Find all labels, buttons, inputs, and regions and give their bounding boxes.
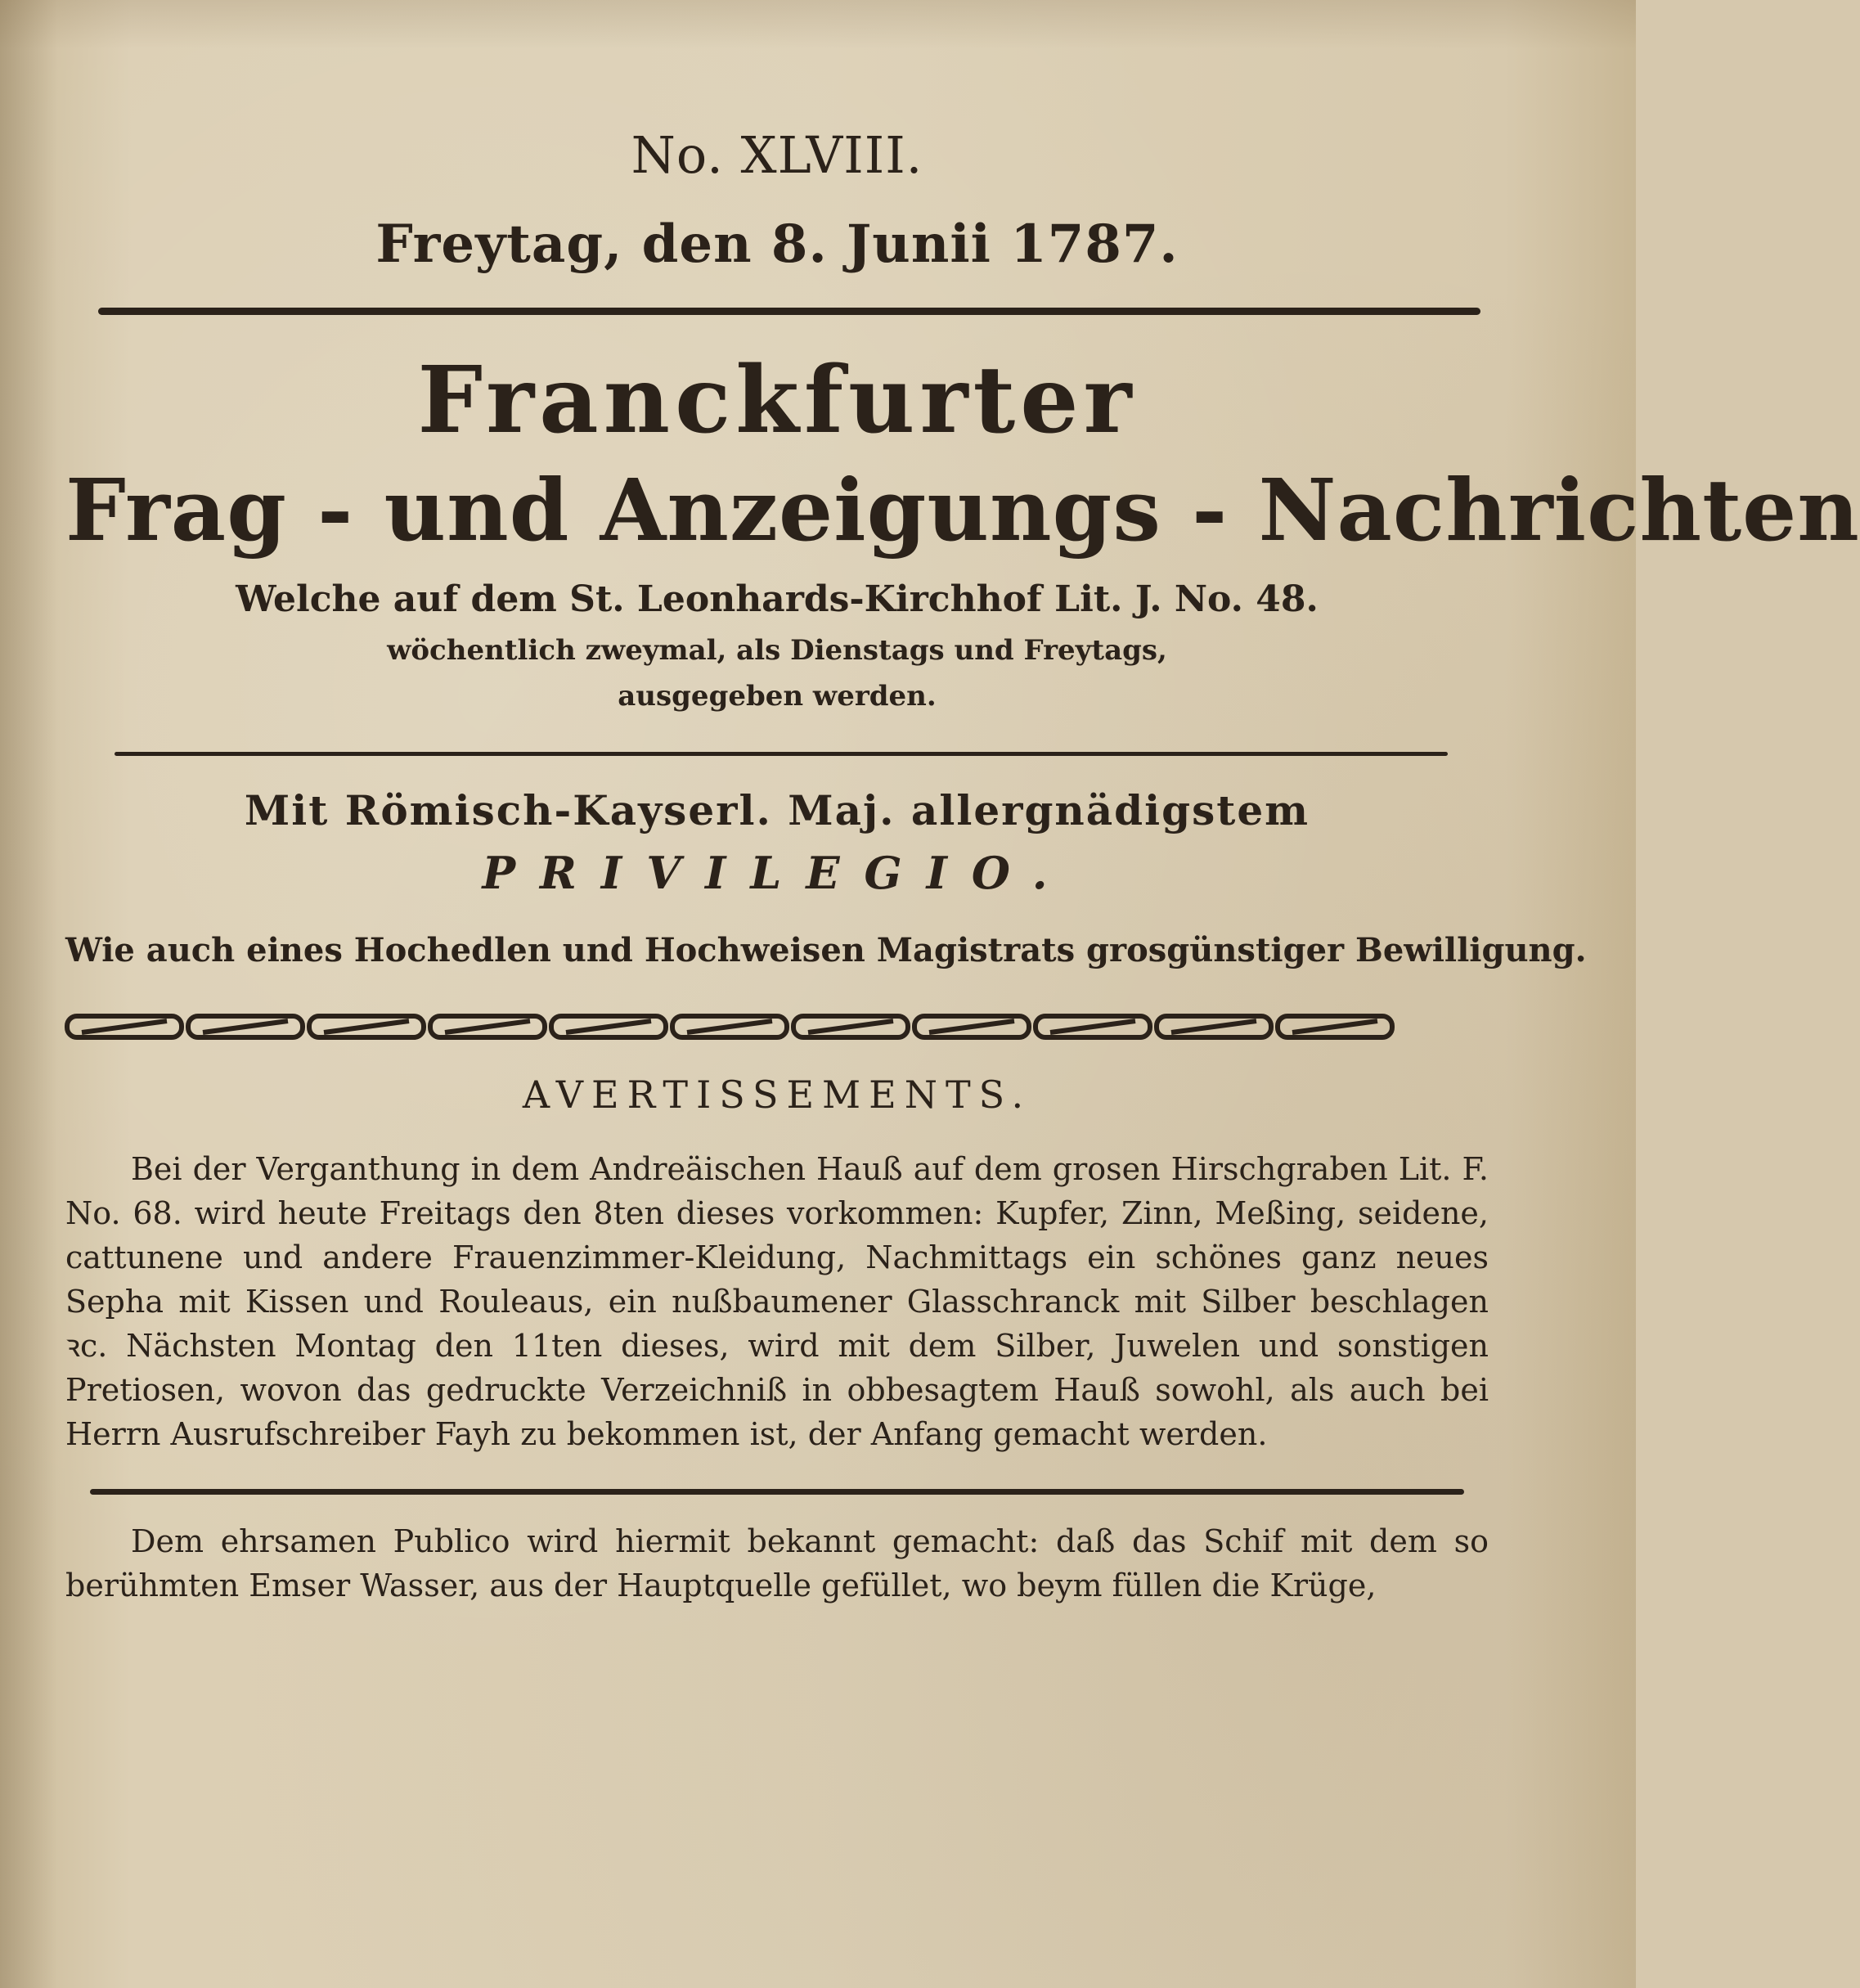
masthead-rule xyxy=(115,752,1448,756)
section-title: AVERTISSEMENTS. xyxy=(522,1073,1032,1117)
masthead-subtitle-line3: ausgegeben werden. xyxy=(618,680,937,713)
issue-number: No. XLVIII. xyxy=(631,125,923,185)
page-shadow-left xyxy=(0,0,57,1988)
ornament-link-stroke xyxy=(203,1021,288,1032)
masthead-subtitle-line1: Welche auf dem St. Leonhards-Kirchhof Lit. J. No. 48. xyxy=(236,578,1319,620)
masthead-title-line1: Franckfurter xyxy=(417,347,1137,454)
ornament-link-stroke xyxy=(687,1021,772,1032)
ornament-link-stroke xyxy=(324,1021,409,1032)
ornament-link-stroke xyxy=(929,1021,1014,1032)
masthead-subtitle-line2: wöchentlich zweymal, als Dienstags und Freytags, xyxy=(387,634,1167,667)
issue-date: Freytag, den 8. Junii 1787. xyxy=(375,214,1179,275)
privilege-line2: PRIVILEGIO. xyxy=(482,847,1072,899)
article-divider xyxy=(90,1489,1464,1495)
article-auction: Bei der Verganthung in dem Andreäischen Hauß auf dem grosen Hirschgraben Lit. F. No. 68. wird heute Freitags den 8ten dieses vorkommen: Kupfer, Zinn, Meßing, seidene, cattunene und andere Frauenzimmer-Kleidung, Nachmittags ein schönes ganz neues Sepha mit Kissen und Rouleaus, ein nußbaumener Glasschranck mit Silber beschlagen ꝛc. Nächsten Montag den 11ten dieses, wird mit dem Silber, Juwelen und sonstigen Pretiosen, wovon das gedruckte Verzeichniß in obbesagtem Hauß sowohl, als auch bei Herrn Ausrufschreiber Fayh zu bekommen ist, der Anfang gemacht werden. xyxy=(65,1151,1489,1452)
ornamental-border xyxy=(65,1011,1489,1042)
ornament-link-stroke xyxy=(566,1021,651,1032)
header-rule xyxy=(98,308,1480,315)
privilege-line3: Wie auch eines Hochedlen und Hochweisen Magistrats grosgünstiger Bewilligung. xyxy=(65,931,1587,969)
ornament-link-stroke xyxy=(1171,1021,1256,1032)
ornament-link-stroke xyxy=(808,1021,893,1032)
masthead-title-line2: Frag - und Anzeigungs - Nachrichten xyxy=(65,460,1860,560)
privilege-line1: Mit Römisch-Kayserl. Maj. allergnädigstem xyxy=(244,786,1310,834)
page-shadow-top xyxy=(0,0,1636,49)
ornament-link-stroke xyxy=(82,1021,167,1032)
ornament-link-stroke xyxy=(1292,1021,1377,1032)
ornament-link-stroke xyxy=(445,1021,530,1032)
page-content xyxy=(65,123,1860,1608)
article-ems-water: Dem ehrsamen Publico wird hiermit bekannt gemacht: daß das Schif mit dem so berühmten Emser Wasser, aus der Hauptquelle gefüllet, wo beym füllen die Krüge, xyxy=(65,1523,1489,1603)
ornament-link-stroke xyxy=(1050,1021,1135,1032)
